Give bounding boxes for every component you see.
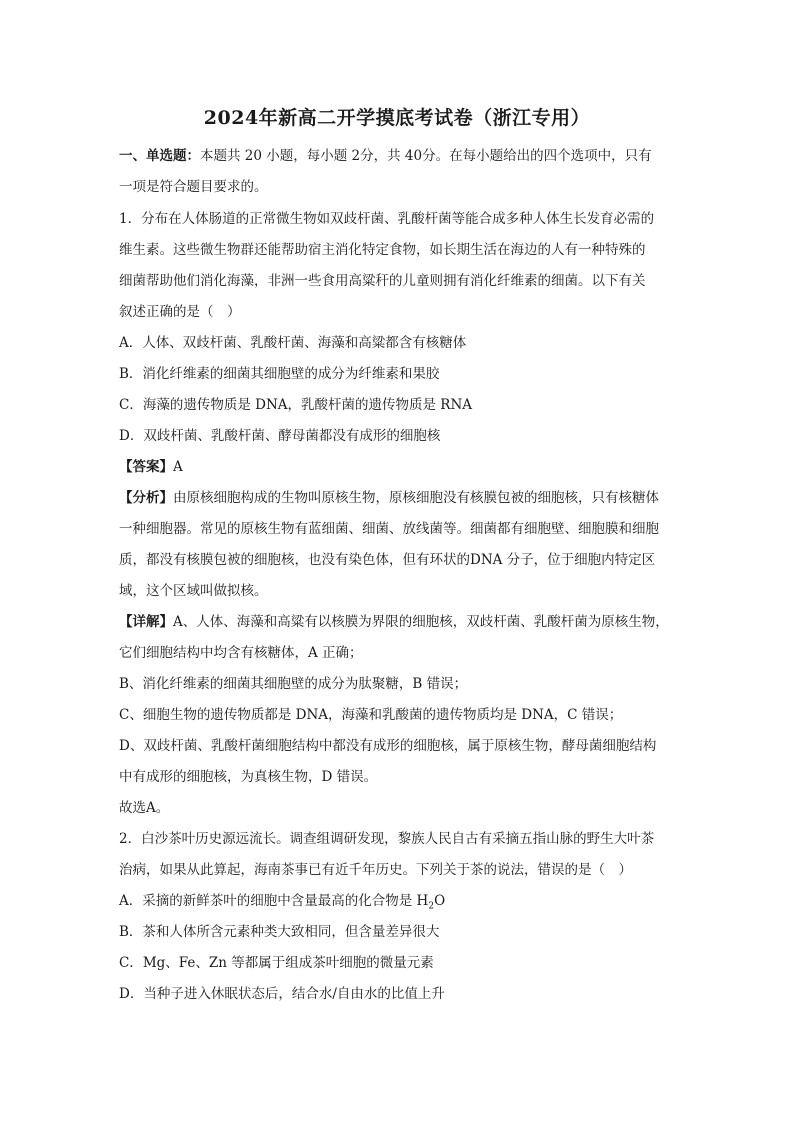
q2-stem-line: 治病，如果从此算起，海南茶事已有近千年历史。下列关于茶的说法，错误的是（ ） <box>119 862 632 878</box>
section-label: 一、单选题： <box>119 148 200 164</box>
q1-detail-line: 它们细胞结构中均含有核糖体，A 正确； <box>119 645 363 661</box>
question-1 <box>119 204 679 824</box>
q1-analysis-line: 域，这个区域叫做拟核。 <box>119 583 268 599</box>
q2-option-b: B．茶和人体所含元素种类大致相同，但含量差异很大 <box>119 924 440 940</box>
q1-stem-line: 叙述正确的是（ ） <box>119 304 241 320</box>
q2-option-d: D．当种子进入休眠状态后，结合水/自由水的比值上升 <box>119 986 445 1002</box>
q2-option-a: A．采摘的新鲜茶叶的细胞中含量最高的化合物是 $H_2O$ <box>119 893 446 912</box>
q2-stem-line: 2．白沙茶叶历史源远流长。调查组调研发现，黎族人民自古有采摘五指山脉的野生大叶茶 <box>119 831 655 847</box>
q1-stem-line: 维生素。这些微生物群还能帮助宿主消化特定食物，如长期生活在海边的人有一种特殊的 <box>119 242 646 258</box>
q1-detail-line: D、双歧杆菌、乳酸杆菌细胞结构中都没有成形的细胞核，属于原核生物，酵母菌细胞结构 <box>119 738 657 754</box>
q1-detail-line: 中有成形的细胞核，为真核生物，D 错误。 <box>119 769 378 785</box>
q1-stem-line: 1．分布在人体肠道的正常微生物如双歧杆菌、乳酸杆菌等能合成多种人体生长发育必需的 <box>119 211 655 227</box>
q1-option-d: D．双歧杆菌、乳酸杆菌、酵母菌都没有成形的细胞核 <box>119 428 441 444</box>
q1-stem-line: 细菌帮助他们消化海藻，非洲一些食用高粱秆的儿童则拥有消化纤维素的细菌。以下有关 <box>119 273 646 289</box>
q1-analysis-line: 【分析】由原核细胞构成的生物叫原核生物，原核细胞没有核膜包被的细胞核，只有核糖体 <box>119 490 659 506</box>
q1-option-c: C．海藻的遗传物质是 DNA，乳酸杆菌的遗传物质是 RNA <box>119 397 473 413</box>
section-instructions <box>119 141 679 203</box>
q1-detail-line: B、消化纤维素的细菌其细胞壁的成分为肽聚糖，B 错误； <box>119 676 468 692</box>
page-title: 2024年新高二开学摸底考试卷（浙江专用） <box>203 107 591 129</box>
q1-detail-line: C、细胞生物的遗传物质都是 DNA，海藻和乳酸菌的遗传物质均是 DNA，C 错误； <box>119 707 623 723</box>
q1-conclusion: 故选A。 <box>119 800 170 816</box>
q1-answer: 【答案】A <box>119 459 183 475</box>
q1-option-b: B．消化纤维素的细菌其细胞壁的成分为纤维素和果胶 <box>119 366 440 382</box>
q2-option-c: C．Mg、Fe、Zn 等都属于组成茶叶细胞的微量元素 <box>119 955 434 971</box>
q1-option-a: A．人体、双歧杆菌、乳酸杆菌、海藻和高粱都含有核糖体 <box>119 335 467 351</box>
question-2 <box>119 824 679 1010</box>
q1-detail-line: 【详解】A、人体、海藻和高粱有以核膜为界限的细胞核，双歧杆菌、乳酸杆菌为原核生物， <box>119 614 669 630</box>
instruction-line: 一项是符合题目要求的。 <box>119 179 268 195</box>
q1-analysis-line: 质，都没有核膜包被的细胞核，也没有染色体，但有环状的DNA 分子，位于细胞内特定区 <box>119 552 656 568</box>
q1-analysis-line: 一种细胞器。常见的原核生物有蓝细菌、细菌、放线菌等。细菌都有细胞壁、细胞膜和细胞 <box>119 521 659 537</box>
instruction-line: 一、单选题：本题共 20 小题，每小题 2分，共 40分。在每小题给出的四个选项中，只有 <box>119 148 652 164</box>
